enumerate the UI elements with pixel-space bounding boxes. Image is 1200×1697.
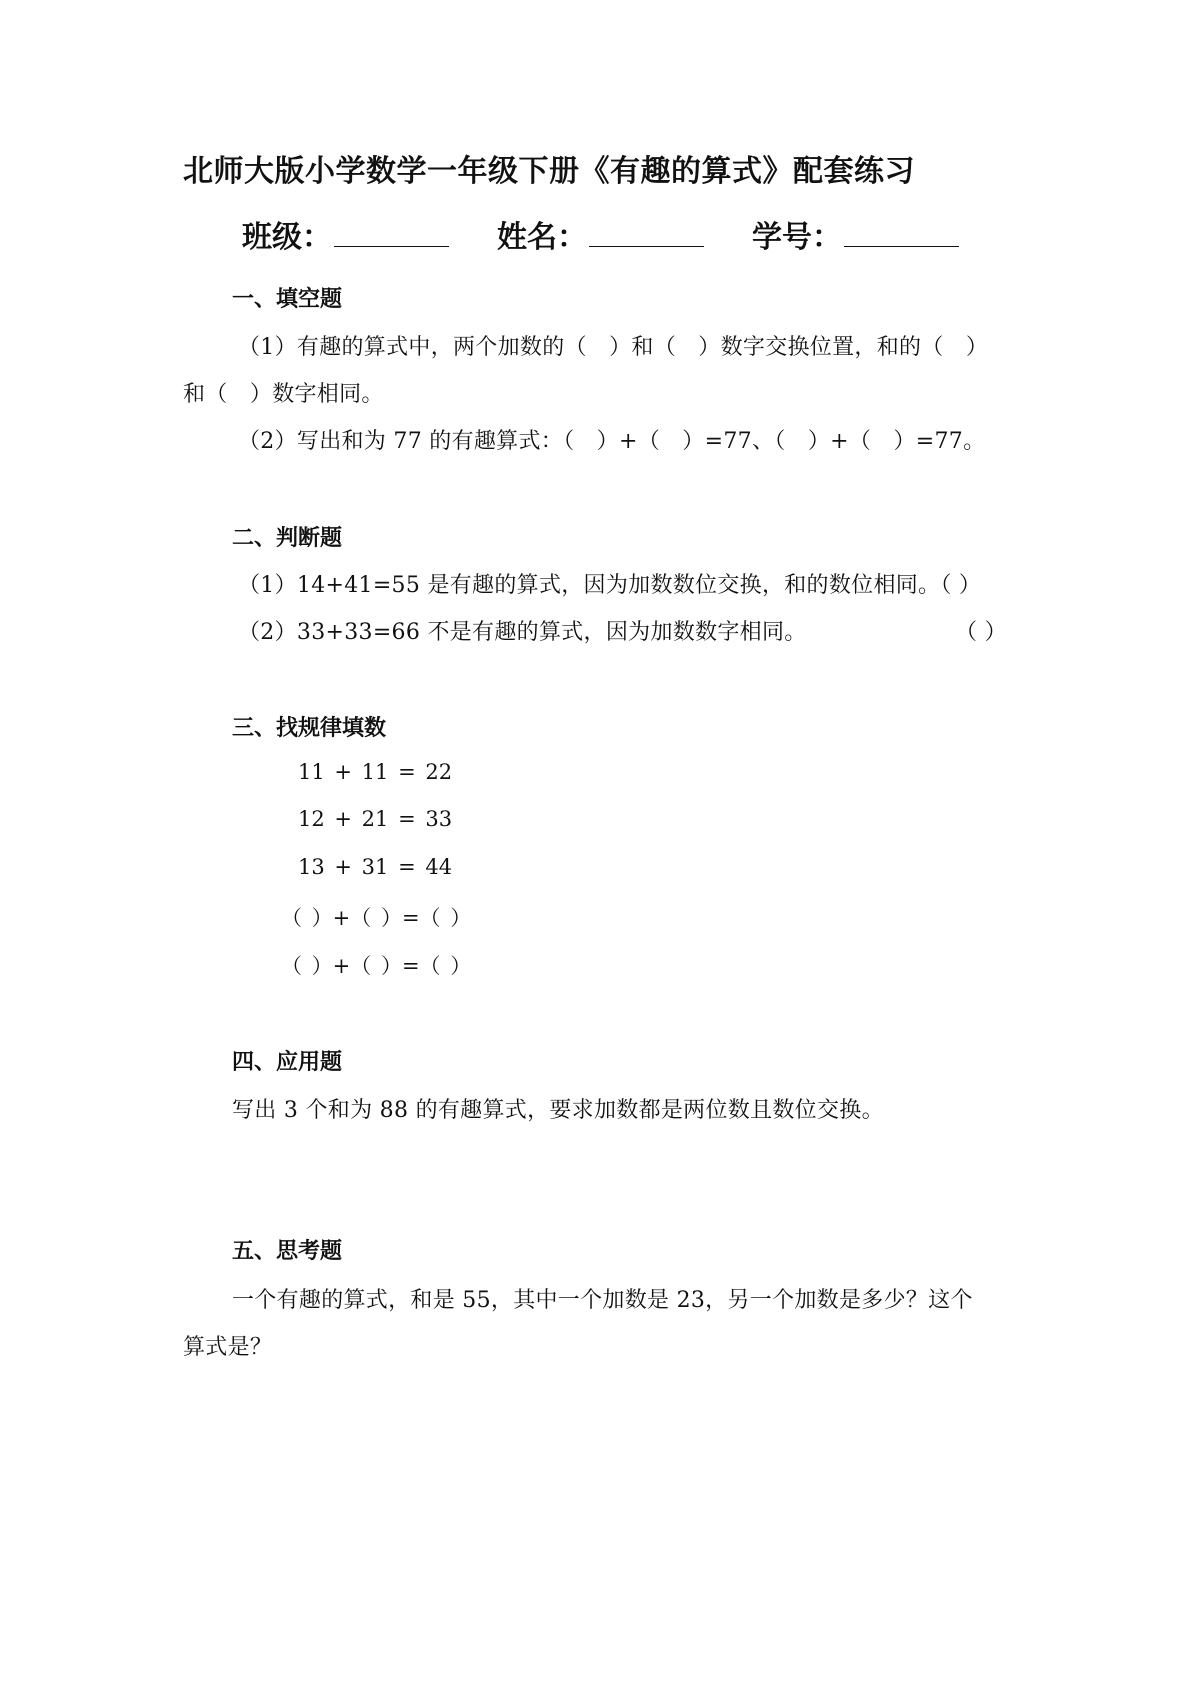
- section-1-heading: 一、填空题: [232, 287, 343, 312]
- section-4-heading: 四、应用题: [232, 1050, 343, 1075]
- pattern-line-1: 11 + 11 = 22: [298, 760, 453, 784]
- class-field: [242, 212, 449, 256]
- section-3-heading: 三、找规律填数: [232, 716, 387, 741]
- id-field: [752, 212, 959, 256]
- s1-q1-line2: 和（ ）数字相同。: [183, 382, 384, 407]
- s5-line2: 算式是？: [183, 1335, 273, 1360]
- id-blank[interactable]: [844, 220, 959, 247]
- pattern-line-3: 13 + 31 = 44: [298, 855, 453, 879]
- section-2-heading: 二、判断题: [232, 526, 343, 551]
- s2-q2: （2）33+33=66 不是有趣的算式，因为加数数字相同。: [238, 620, 807, 645]
- name-blank[interactable]: [589, 220, 704, 247]
- s5-line1: 一个有趣的算式，和是 55，其中一个加数是 23，另一个加数是多少？这个: [232, 1288, 973, 1313]
- name-label: 姓名：: [497, 220, 587, 255]
- s2-q2-mark: （ ）: [955, 620, 1007, 645]
- pattern-line-4: （ ）+（ ）=（ ）: [281, 906, 472, 930]
- s2-q1: （1）14+41=55 是有趣的算式，因为加数数位交换，和的数位相同。（ ）: [238, 573, 982, 598]
- s1-q2: （2）写出和为 77 的有趣算式：（ ）+（ ）=77、（ ）+（ ）=77。: [238, 429, 986, 454]
- pattern-line-5: （ ）+（ ）=（ ）: [281, 954, 472, 978]
- s4-text: 写出 3 个和为 88 的有趣算式，要求加数都是两位数且数位交换。: [232, 1098, 884, 1123]
- pattern-line-2: 12 + 21 = 33: [298, 807, 453, 831]
- section-5-heading: 五、思考题: [232, 1239, 343, 1264]
- page-title: 北师大版小学数学一年级下册《有趣的算式》配套练习: [183, 154, 915, 189]
- class-blank[interactable]: [334, 220, 449, 247]
- name-field: [497, 212, 704, 256]
- class-label: 班级：: [242, 220, 332, 255]
- s1-q1-line1: （1）有趣的算式中，两个加数的（ ）和（ ）数字交换位置，和的（ ）: [238, 335, 989, 360]
- id-label: 学号：: [752, 220, 842, 255]
